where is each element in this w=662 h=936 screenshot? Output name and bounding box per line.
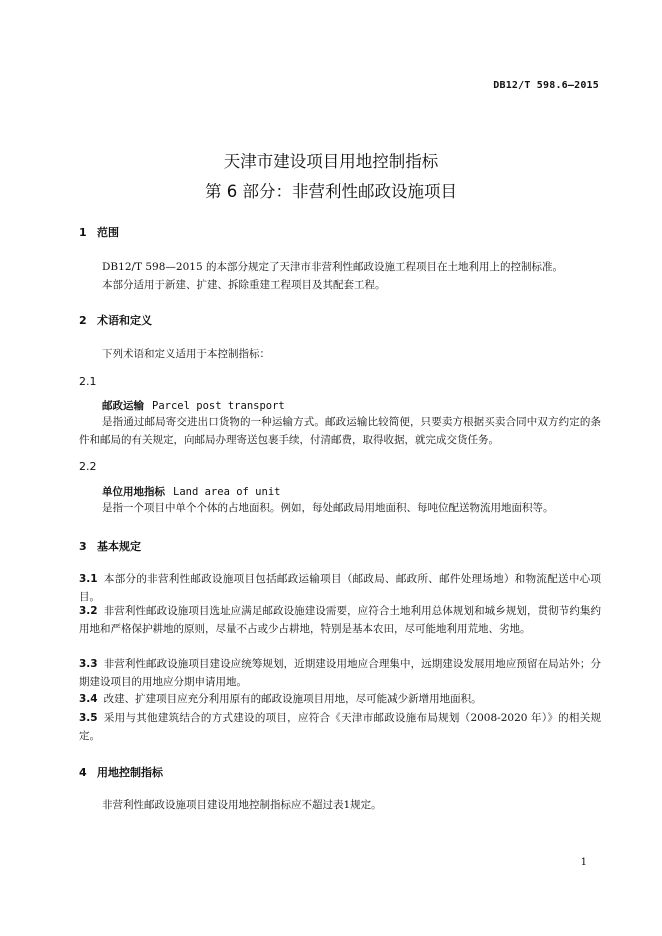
section-1-paragraph-2: 本部分适用于新建、扩建、拆除重建工程项目及其配套工程。 <box>102 279 386 291</box>
section-number: 1 <box>79 226 87 239</box>
clause-text: 改建、扩建项目应充分利用原有的邮政设施项目用地，尽可能减少新增用地面积。 <box>103 693 482 705</box>
section-title: 基本规定 <box>97 540 141 553</box>
clause-3-2 <box>79 602 601 638</box>
page-number: 1 <box>580 857 587 868</box>
term-2-2-number: 2.2 <box>79 460 97 473</box>
clause-3-4 <box>79 690 601 708</box>
section-1-paragraph-1: DB12/T 598—2015 的本部分规定了天津市非营利性邮政设施工程项目在土地利用上的控制标准。 <box>102 261 563 273</box>
clause-3-5 <box>79 709 601 745</box>
clause-number: 3.3 <box>79 658 98 670</box>
clause-number: 3.4 <box>79 693 98 705</box>
section-title: 范围 <box>97 226 119 239</box>
term-chinese: 单位用地指标 <box>102 486 165 498</box>
clause-text: 本部分的非营利性邮政设施项目包括邮政运输项目（邮政局、邮政所、邮件处理场地）和物流配送中心项目。 <box>79 573 601 603</box>
term-2-1-heading <box>102 398 285 413</box>
clause-number: 3.5 <box>79 712 98 724</box>
section-4-heading <box>79 764 163 780</box>
clause-3-3 <box>79 655 601 691</box>
clause-3-1 <box>79 570 601 606</box>
clause-number: 3.2 <box>79 605 98 617</box>
section-3-heading <box>79 538 141 554</box>
section-4-paragraph-1: 非营利性邮政设施项目建设用地控制指标应不超过表1规定。 <box>102 799 382 811</box>
clause-text: 采用与其他建筑结合的方式建设的项目，应符合《天津市邮政设施布局规划（2008-2020 年）》的相关规定。 <box>79 712 601 742</box>
section-2-intro: 下列术语和定义适用于本控制指标： <box>102 348 270 360</box>
clause-number: 3.1 <box>79 573 98 585</box>
term-2-1-definition: 是指通过邮局寄交进出口货物的一种运输方式。邮政运输比较简便，只要卖方根据买卖合同中双方约定的条件和邮局的有关规定，向邮局办理寄送包裹手续，付清邮费，取得收据，就完成交货任务。 <box>79 416 601 446</box>
section-1-heading <box>79 224 119 240</box>
section-2-heading <box>79 312 152 328</box>
section-number: 2 <box>79 314 87 327</box>
clause-text: 非营利性邮政设施项目选址应满足邮政设施建设需要，应符合土地利用总体规划和城乡规划，贯彻节约集约用地和严格保护耕地的原则，尽量不占或少占耕地，特别是基本农田，尽可能地利用荒地、劣地。 <box>79 605 601 635</box>
document-subtitle: 第 6 部分：非营利性邮政设施项目 <box>205 182 457 201</box>
document-title: 天津市建设项目用地控制指标 <box>223 152 439 171</box>
term-english: Parcel post transport <box>152 400 285 412</box>
term-2-2-definition: 是指一个项目中单个个体的占地面积。例如，每处邮政局用地面积、每吨位配送物流用地面积等。 <box>102 502 554 514</box>
section-number: 4 <box>79 766 87 779</box>
section-title: 术语和定义 <box>97 314 152 327</box>
term-2-2-heading <box>102 484 280 499</box>
term-english: Land area of unit <box>173 486 281 498</box>
section-title: 用地控制指标 <box>97 766 163 779</box>
term-chinese: 邮政运输 <box>102 400 144 412</box>
clause-text: 非营利性邮政设施项目建设应统筹规划，近期建设用地应合理集中，远期建设发展用地应预留在局站外；分期建设项目的用地应分期申请用地。 <box>79 658 601 688</box>
section-number: 3 <box>79 540 87 553</box>
term-2-1-number: 2.1 <box>79 375 97 388</box>
standard-code: DB12/T 598.6—2015 <box>493 80 599 91</box>
